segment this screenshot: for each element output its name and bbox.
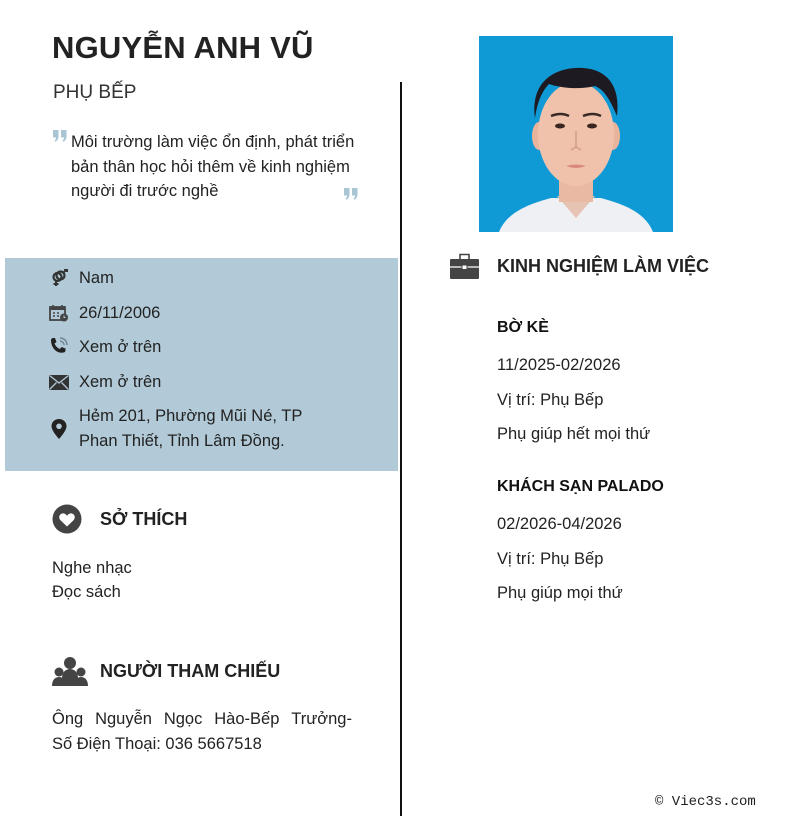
heart-icon bbox=[52, 504, 82, 534]
job-entry bbox=[497, 475, 664, 616]
job-description: Phụ giúp mọi thứ bbox=[497, 584, 623, 602]
reference-word: Nguyễn bbox=[95, 710, 152, 728]
reference-word: Ông bbox=[52, 710, 84, 728]
career-objective bbox=[52, 130, 362, 204]
job-company: BỜ KÈ bbox=[497, 319, 549, 336]
job-period: 11/2025-02/2026 bbox=[497, 356, 621, 374]
candidate-name: NGUYỄN ANH VŨ bbox=[52, 30, 314, 65]
experience-heading-label: KINH NGHIỆM LÀM VIỆC bbox=[497, 255, 710, 276]
job-title: PHỤ BẾP bbox=[53, 82, 137, 103]
gender-icon bbox=[49, 268, 69, 288]
location-icon bbox=[49, 419, 69, 439]
contact-phone bbox=[49, 335, 161, 360]
column-divider bbox=[400, 82, 402, 816]
hobbies-list bbox=[52, 556, 132, 604]
references-heading-label: NGƯỜI THAM CHIẾU bbox=[100, 660, 281, 681]
contact-birthdate bbox=[49, 301, 160, 326]
briefcase-icon bbox=[450, 252, 479, 280]
hobbies-heading-label: SỞ THÍCH bbox=[100, 508, 188, 529]
job-period: 02/2026-04/2026 bbox=[497, 515, 622, 533]
reference-word: Trưởng- bbox=[291, 710, 352, 728]
references-heading bbox=[52, 656, 280, 686]
calendar-icon bbox=[49, 303, 69, 323]
profile-photo bbox=[479, 36, 673, 232]
contact-gender-value: Nam bbox=[79, 269, 114, 287]
contact-address-value: Hẻm 201, Phường Mũi Né, TP Phan Thiết, Tỉnh Lâm Đồng. bbox=[79, 407, 303, 450]
contact-birthdate-value: 26/11/2006 bbox=[79, 304, 161, 322]
hobby-item: Nghe nhạc bbox=[52, 559, 132, 577]
reference-word: Hào-Bếp bbox=[214, 710, 280, 728]
reference-name-line bbox=[52, 707, 352, 732]
hobby-item: Đọc sách bbox=[52, 583, 121, 601]
hobbies-heading bbox=[52, 504, 187, 534]
job-position: Vị trí: Phụ Bếp bbox=[497, 549, 604, 568]
phone-icon bbox=[49, 337, 69, 357]
quote-open-icon bbox=[52, 130, 68, 142]
contact-email bbox=[49, 370, 161, 395]
contact-phone-value: Xem ở trên bbox=[79, 338, 162, 356]
objective-text: Môi trường làm việc ổn định, phát triển bản thân học hỏi thêm về kinh nghiệm người đi trước nghề bbox=[71, 133, 355, 200]
references-content bbox=[52, 707, 352, 757]
job-company: KHÁCH SẠN PALADO bbox=[497, 478, 664, 495]
contact-email-value: Xem ở trên bbox=[79, 373, 162, 391]
reference-phone-line: Số Điện Thoại: 036 5667518 bbox=[52, 735, 262, 753]
job-entry bbox=[497, 316, 650, 457]
quote-close-icon bbox=[343, 188, 359, 200]
job-position: Vị trí: Phụ Bếp bbox=[497, 390, 604, 409]
people-icon bbox=[52, 656, 88, 686]
reference-word: Ngọc bbox=[163, 710, 203, 728]
email-icon bbox=[49, 372, 69, 392]
contact-gender bbox=[49, 266, 114, 291]
contact-address bbox=[49, 404, 319, 453]
copyright-footer: © Viec3s.com bbox=[655, 794, 756, 810]
job-description: Phụ giúp hết mọi thứ bbox=[497, 425, 651, 443]
contact-info-panel bbox=[5, 258, 398, 471]
experience-heading bbox=[450, 252, 709, 280]
